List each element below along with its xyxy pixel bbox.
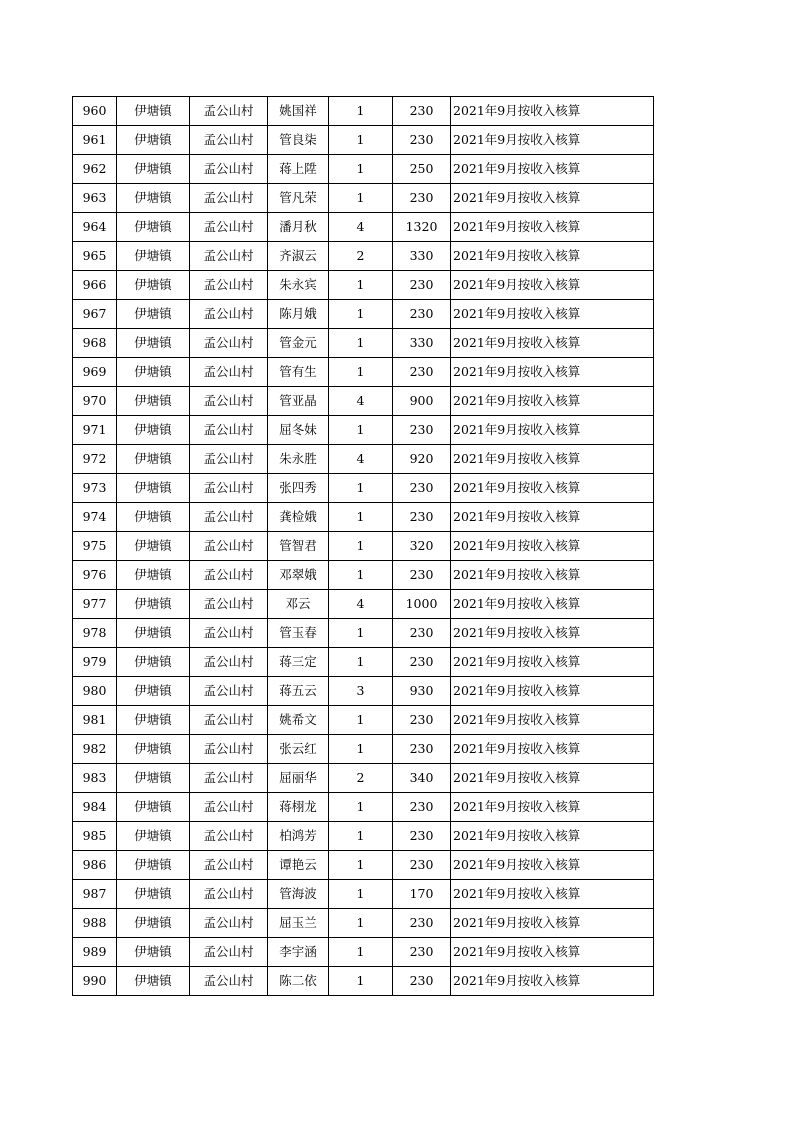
town-cell: 伊塘镇 — [117, 271, 190, 300]
amount-cell: 230 — [393, 97, 451, 126]
note-cell: 2021年9月按收入核算 — [451, 967, 654, 996]
note-cell: 2021年9月按收入核算 — [451, 590, 654, 619]
table-container — [72, 96, 654, 996]
village-cell: 孟公山村 — [190, 822, 268, 851]
amount-cell: 230 — [393, 503, 451, 532]
town-cell: 伊塘镇 — [117, 358, 190, 387]
village-cell: 孟公山村 — [190, 706, 268, 735]
note-cell: 2021年9月按收入核算 — [451, 735, 654, 764]
household-size-cell: 1 — [329, 561, 393, 590]
household-size-cell: 1 — [329, 126, 393, 155]
household-size-cell: 1 — [329, 474, 393, 503]
household-size-cell: 1 — [329, 271, 393, 300]
row-number-cell: 972 — [73, 445, 117, 474]
amount-cell: 230 — [393, 648, 451, 677]
name-cell: 朱永宾 — [268, 271, 329, 300]
village-cell: 孟公山村 — [190, 329, 268, 358]
note-cell: 2021年9月按收入核算 — [451, 242, 654, 271]
name-cell: 蒋三定 — [268, 648, 329, 677]
note-cell: 2021年9月按收入核算 — [451, 822, 654, 851]
village-cell: 孟公山村 — [190, 155, 268, 184]
name-cell: 张四秀 — [268, 474, 329, 503]
note-cell: 2021年9月按收入核算 — [451, 503, 654, 532]
town-cell: 伊塘镇 — [117, 648, 190, 677]
amount-cell: 230 — [393, 416, 451, 445]
note-cell: 2021年9月按收入核算 — [451, 764, 654, 793]
household-size-cell: 4 — [329, 445, 393, 474]
town-cell: 伊塘镇 — [117, 822, 190, 851]
row-number-cell: 987 — [73, 880, 117, 909]
name-cell: 柏鸿芳 — [268, 822, 329, 851]
note-cell: 2021年9月按收入核算 — [451, 416, 654, 445]
town-cell: 伊塘镇 — [117, 329, 190, 358]
town-cell: 伊塘镇 — [117, 967, 190, 996]
name-cell: 管智君 — [268, 532, 329, 561]
name-cell: 朱永胜 — [268, 445, 329, 474]
village-cell: 孟公山村 — [190, 358, 268, 387]
village-cell: 孟公山村 — [190, 271, 268, 300]
table-row — [73, 967, 654, 996]
amount-cell: 230 — [393, 619, 451, 648]
table-row — [73, 880, 654, 909]
name-cell: 姚希文 — [268, 706, 329, 735]
amount-cell: 230 — [393, 793, 451, 822]
row-number-cell: 971 — [73, 416, 117, 445]
amount-cell: 230 — [393, 851, 451, 880]
household-size-cell: 1 — [329, 329, 393, 358]
row-number-cell: 960 — [73, 97, 117, 126]
amount-cell: 230 — [393, 300, 451, 329]
village-cell: 孟公山村 — [190, 184, 268, 213]
table-row — [73, 445, 654, 474]
town-cell: 伊塘镇 — [117, 155, 190, 184]
town-cell: 伊塘镇 — [117, 938, 190, 967]
row-number-cell: 984 — [73, 793, 117, 822]
note-cell: 2021年9月按收入核算 — [451, 387, 654, 416]
row-number-cell: 963 — [73, 184, 117, 213]
amount-cell: 1000 — [393, 590, 451, 619]
note-cell: 2021年9月按收入核算 — [451, 793, 654, 822]
name-cell: 张云红 — [268, 735, 329, 764]
town-cell: 伊塘镇 — [117, 213, 190, 242]
village-cell: 孟公山村 — [190, 445, 268, 474]
amount-cell: 340 — [393, 764, 451, 793]
table-row — [73, 648, 654, 677]
note-cell: 2021年9月按收入核算 — [451, 97, 654, 126]
row-number-cell: 974 — [73, 503, 117, 532]
amount-cell: 900 — [393, 387, 451, 416]
amount-cell: 230 — [393, 126, 451, 155]
note-cell: 2021年9月按收入核算 — [451, 938, 654, 967]
village-cell: 孟公山村 — [190, 561, 268, 590]
row-number-cell: 976 — [73, 561, 117, 590]
name-cell: 谭艳云 — [268, 851, 329, 880]
table-row — [73, 677, 654, 706]
household-size-cell: 1 — [329, 416, 393, 445]
village-cell: 孟公山村 — [190, 764, 268, 793]
name-cell: 潘月秋 — [268, 213, 329, 242]
amount-cell: 330 — [393, 242, 451, 271]
note-cell: 2021年9月按收入核算 — [451, 213, 654, 242]
amount-cell: 230 — [393, 184, 451, 213]
row-number-cell: 986 — [73, 851, 117, 880]
household-size-cell: 1 — [329, 97, 393, 126]
village-cell: 孟公山村 — [190, 474, 268, 503]
row-number-cell: 980 — [73, 677, 117, 706]
name-cell: 屈丽华 — [268, 764, 329, 793]
table-row — [73, 938, 654, 967]
table-row — [73, 764, 654, 793]
table-row — [73, 416, 654, 445]
household-size-cell: 1 — [329, 851, 393, 880]
amount-cell: 230 — [393, 706, 451, 735]
town-cell: 伊塘镇 — [117, 242, 190, 271]
town-cell: 伊塘镇 — [117, 851, 190, 880]
row-number-cell: 979 — [73, 648, 117, 677]
records-table — [72, 96, 654, 996]
village-cell: 孟公山村 — [190, 532, 268, 561]
table-row — [73, 387, 654, 416]
table-row — [73, 851, 654, 880]
note-cell: 2021年9月按收入核算 — [451, 358, 654, 387]
row-number-cell: 969 — [73, 358, 117, 387]
town-cell: 伊塘镇 — [117, 735, 190, 764]
town-cell: 伊塘镇 — [117, 706, 190, 735]
note-cell: 2021年9月按收入核算 — [451, 880, 654, 909]
row-number-cell: 964 — [73, 213, 117, 242]
table-row — [73, 532, 654, 561]
household-size-cell: 1 — [329, 880, 393, 909]
name-cell: 蒋上陞 — [268, 155, 329, 184]
table-row — [73, 97, 654, 126]
village-cell: 孟公山村 — [190, 213, 268, 242]
table-body — [73, 97, 654, 996]
village-cell: 孟公山村 — [190, 677, 268, 706]
town-cell: 伊塘镇 — [117, 880, 190, 909]
name-cell: 屈玉兰 — [268, 909, 329, 938]
town-cell: 伊塘镇 — [117, 677, 190, 706]
row-number-cell: 961 — [73, 126, 117, 155]
table-row — [73, 474, 654, 503]
amount-cell: 250 — [393, 155, 451, 184]
town-cell: 伊塘镇 — [117, 184, 190, 213]
village-cell: 孟公山村 — [190, 300, 268, 329]
name-cell: 陈二依 — [268, 967, 329, 996]
row-number-cell: 975 — [73, 532, 117, 561]
name-cell: 管玉春 — [268, 619, 329, 648]
row-number-cell: 967 — [73, 300, 117, 329]
name-cell: 陈月娥 — [268, 300, 329, 329]
name-cell: 管良柒 — [268, 126, 329, 155]
table-row — [73, 735, 654, 764]
town-cell: 伊塘镇 — [117, 561, 190, 590]
row-number-cell: 978 — [73, 619, 117, 648]
row-number-cell: 968 — [73, 329, 117, 358]
name-cell: 管亚晶 — [268, 387, 329, 416]
table-row — [73, 300, 654, 329]
household-size-cell: 1 — [329, 503, 393, 532]
town-cell: 伊塘镇 — [117, 619, 190, 648]
village-cell: 孟公山村 — [190, 387, 268, 416]
amount-cell: 330 — [393, 329, 451, 358]
note-cell: 2021年9月按收入核算 — [451, 677, 654, 706]
table-row — [73, 503, 654, 532]
row-number-cell: 977 — [73, 590, 117, 619]
household-size-cell: 1 — [329, 184, 393, 213]
row-number-cell: 983 — [73, 764, 117, 793]
amount-cell: 230 — [393, 967, 451, 996]
name-cell: 邓云 — [268, 590, 329, 619]
village-cell: 孟公山村 — [190, 619, 268, 648]
village-cell: 孟公山村 — [190, 648, 268, 677]
town-cell: 伊塘镇 — [117, 793, 190, 822]
amount-cell: 930 — [393, 677, 451, 706]
note-cell: 2021年9月按收入核算 — [451, 300, 654, 329]
household-size-cell: 2 — [329, 764, 393, 793]
note-cell: 2021年9月按收入核算 — [451, 474, 654, 503]
village-cell: 孟公山村 — [190, 503, 268, 532]
note-cell: 2021年9月按收入核算 — [451, 445, 654, 474]
village-cell: 孟公山村 — [190, 416, 268, 445]
note-cell: 2021年9月按收入核算 — [451, 561, 654, 590]
note-cell: 2021年9月按收入核算 — [451, 706, 654, 735]
note-cell: 2021年9月按收入核算 — [451, 155, 654, 184]
amount-cell: 230 — [393, 735, 451, 764]
household-size-cell: 1 — [329, 619, 393, 648]
amount-cell: 920 — [393, 445, 451, 474]
name-cell: 蒋栩龙 — [268, 793, 329, 822]
village-cell: 孟公山村 — [190, 590, 268, 619]
town-cell: 伊塘镇 — [117, 474, 190, 503]
table-row — [73, 706, 654, 735]
amount-cell: 1320 — [393, 213, 451, 242]
name-cell: 李宇涵 — [268, 938, 329, 967]
town-cell: 伊塘镇 — [117, 532, 190, 561]
amount-cell: 170 — [393, 880, 451, 909]
amount-cell: 230 — [393, 561, 451, 590]
village-cell: 孟公山村 — [190, 735, 268, 764]
table-row — [73, 793, 654, 822]
amount-cell: 230 — [393, 271, 451, 300]
household-size-cell: 1 — [329, 300, 393, 329]
household-size-cell: 1 — [329, 706, 393, 735]
town-cell: 伊塘镇 — [117, 909, 190, 938]
village-cell: 孟公山村 — [190, 938, 268, 967]
note-cell: 2021年9月按收入核算 — [451, 648, 654, 677]
household-size-cell: 1 — [329, 358, 393, 387]
amount-cell: 230 — [393, 938, 451, 967]
town-cell: 伊塘镇 — [117, 590, 190, 619]
household-size-cell: 1 — [329, 155, 393, 184]
household-size-cell: 1 — [329, 648, 393, 677]
village-cell: 孟公山村 — [190, 793, 268, 822]
household-size-cell: 1 — [329, 822, 393, 851]
village-cell: 孟公山村 — [190, 880, 268, 909]
name-cell: 管海波 — [268, 880, 329, 909]
name-cell: 邓翠娥 — [268, 561, 329, 590]
note-cell: 2021年9月按收入核算 — [451, 532, 654, 561]
note-cell: 2021年9月按收入核算 — [451, 909, 654, 938]
amount-cell: 230 — [393, 474, 451, 503]
household-size-cell: 4 — [329, 213, 393, 242]
amount-cell: 230 — [393, 358, 451, 387]
table-row — [73, 213, 654, 242]
row-number-cell: 966 — [73, 271, 117, 300]
household-size-cell: 2 — [329, 242, 393, 271]
table-row — [73, 590, 654, 619]
table-row — [73, 619, 654, 648]
amount-cell: 320 — [393, 532, 451, 561]
town-cell: 伊塘镇 — [117, 97, 190, 126]
household-size-cell: 4 — [329, 387, 393, 416]
village-cell: 孟公山村 — [190, 851, 268, 880]
note-cell: 2021年9月按收入核算 — [451, 126, 654, 155]
village-cell: 孟公山村 — [190, 126, 268, 155]
table-row — [73, 184, 654, 213]
village-cell: 孟公山村 — [190, 97, 268, 126]
note-cell: 2021年9月按收入核算 — [451, 329, 654, 358]
note-cell: 2021年9月按收入核算 — [451, 851, 654, 880]
row-number-cell: 985 — [73, 822, 117, 851]
town-cell: 伊塘镇 — [117, 503, 190, 532]
name-cell: 齐淑云 — [268, 242, 329, 271]
household-size-cell: 4 — [329, 590, 393, 619]
row-number-cell: 970 — [73, 387, 117, 416]
household-size-cell: 1 — [329, 909, 393, 938]
table-row — [73, 561, 654, 590]
household-size-cell: 1 — [329, 938, 393, 967]
table-row — [73, 329, 654, 358]
row-number-cell: 981 — [73, 706, 117, 735]
village-cell: 孟公山村 — [190, 967, 268, 996]
name-cell: 姚国祥 — [268, 97, 329, 126]
table-row — [73, 358, 654, 387]
note-cell: 2021年9月按收入核算 — [451, 184, 654, 213]
amount-cell: 230 — [393, 909, 451, 938]
town-cell: 伊塘镇 — [117, 445, 190, 474]
name-cell: 管凡荣 — [268, 184, 329, 213]
household-size-cell: 1 — [329, 967, 393, 996]
table-row — [73, 126, 654, 155]
household-size-cell: 3 — [329, 677, 393, 706]
name-cell: 管金元 — [268, 329, 329, 358]
village-cell: 孟公山村 — [190, 242, 268, 271]
name-cell: 龚检娥 — [268, 503, 329, 532]
row-number-cell: 965 — [73, 242, 117, 271]
town-cell: 伊塘镇 — [117, 764, 190, 793]
table-row — [73, 242, 654, 271]
name-cell: 屈冬妹 — [268, 416, 329, 445]
row-number-cell: 990 — [73, 967, 117, 996]
row-number-cell: 973 — [73, 474, 117, 503]
town-cell: 伊塘镇 — [117, 416, 190, 445]
row-number-cell: 962 — [73, 155, 117, 184]
table-row — [73, 271, 654, 300]
table-row — [73, 155, 654, 184]
row-number-cell: 988 — [73, 909, 117, 938]
household-size-cell: 1 — [329, 532, 393, 561]
name-cell: 蒋五云 — [268, 677, 329, 706]
amount-cell: 230 — [393, 822, 451, 851]
name-cell: 管有生 — [268, 358, 329, 387]
table-row — [73, 822, 654, 851]
note-cell: 2021年9月按收入核算 — [451, 619, 654, 648]
town-cell: 伊塘镇 — [117, 126, 190, 155]
row-number-cell: 982 — [73, 735, 117, 764]
household-size-cell: 1 — [329, 793, 393, 822]
village-cell: 孟公山村 — [190, 909, 268, 938]
note-cell: 2021年9月按收入核算 — [451, 271, 654, 300]
town-cell: 伊塘镇 — [117, 387, 190, 416]
table-row — [73, 909, 654, 938]
town-cell: 伊塘镇 — [117, 300, 190, 329]
household-size-cell: 1 — [329, 735, 393, 764]
row-number-cell: 989 — [73, 938, 117, 967]
